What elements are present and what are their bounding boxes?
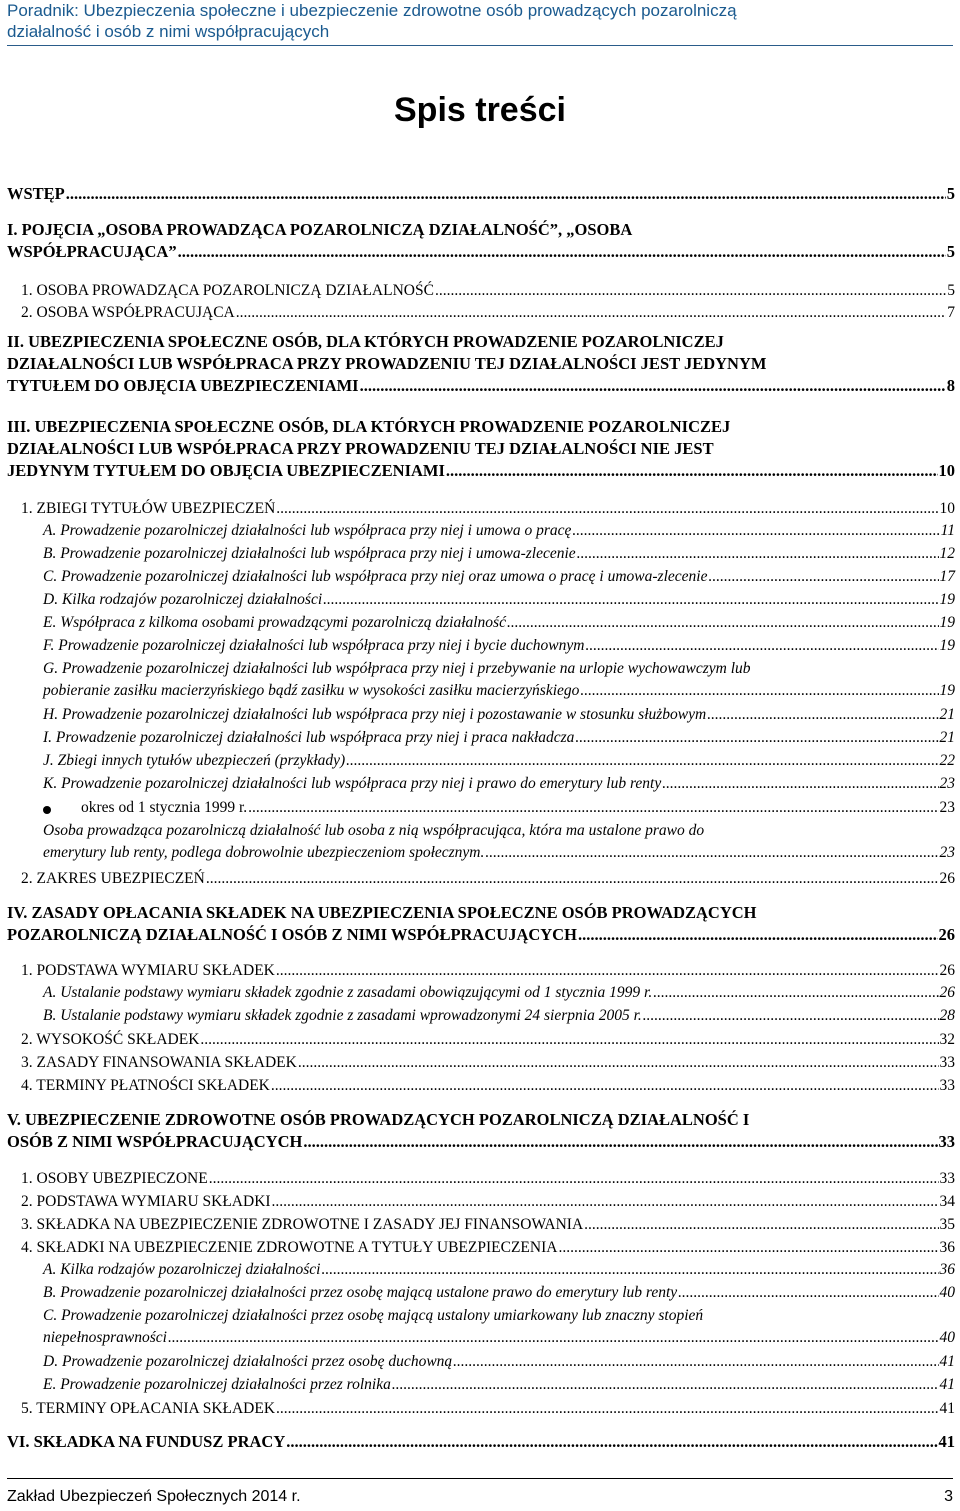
dot-leader [578,924,938,946]
dot-leader [298,1051,939,1074]
toc-entry-text: D. Kilka rodzajów pozarolniczej działalności [43,591,323,608]
footer-publisher: Zakład Ubezpieczeń Społecznych 2014 r. [7,1488,301,1505]
toc-page-number: 32 [939,1031,955,1048]
dot-leader [248,797,938,819]
toc-page-number: 21 [939,706,955,723]
toc-entry[interactable] [7,1236,955,1259]
dot-leader [209,1167,939,1190]
toc-entry-text: B. Prowadzenie pozarolniczej działalności przez osobę mającą ustalone prawo do emerytury lub renty [43,1284,678,1301]
toc-entry-text: IV. ZASADY OPŁACANIA SKŁADEK NA UBEZPIECZENIA SPOŁECZNE OSÓB PROWADZĄCYCH [7,903,757,922]
toc-entry-text: VI. SKŁADKA NA FUNDUSZ PRACY [7,1432,286,1451]
dot-leader [206,867,939,890]
dot-leader [653,982,938,1004]
toc-entry-text: K. Prowadzenie pozarolniczej działalności lub współpraca przy niej i prawo do emerytury lub renty [43,775,662,792]
toc-entry-text: WSPÓŁPRACUJĄCA” [7,242,177,261]
toc-entry-text: niepełnosprawności [43,1329,167,1346]
dot-leader [272,1190,939,1213]
toc-page-number: 36 [939,1261,955,1278]
toc-entry[interactable] [7,773,955,795]
toc-entry[interactable] [7,566,955,588]
dot-leader [276,1397,938,1420]
dot-leader [577,543,939,565]
toc-entry-text: III. UBEZPIECZENIA SPOŁECZNE OSÓB, DLA KTÓRYCH PROWADZENIE POZAROLNICZEJ [7,417,731,436]
toc-page-number: 12 [939,545,955,562]
dot-leader [575,727,938,749]
toc-page-number: 11 [940,522,955,539]
toc-page-number: 33 [939,1054,955,1071]
toc-entry[interactable] [7,1282,955,1304]
toc-entry-text: WSTĘP [7,184,65,203]
dot-leader [286,1431,937,1453]
toc-entry[interactable] [7,797,955,819]
toc-entry[interactable] [7,219,955,263]
toc-entry-text: 2. WYSOKOŚĆ SKŁADEK [21,1031,200,1048]
toc-entry-text: 2. OSOBA WSPÓŁPRACUJĄCA [21,304,235,321]
toc-entry-text: JEDYNYM TYTUŁEM DO OBJĘCIA UBEZPIECZENIAMI [7,461,445,480]
document-footer [7,1487,953,1507]
toc-page-number: 33 [939,1170,955,1187]
toc-entry-text: H. Prowadzenie pozarolniczej działalności lub współpraca przy niej i pozostawanie w stosunku służbowym [43,706,707,723]
toc-entry-text: V. UBEZPIECZENIE ZDROWOTNE OSÓB PROWADZĄCYCH POZAROLNICZĄ DZIAŁALNOŚĆ I [7,1110,750,1129]
toc-entry-text: A. Prowadzenie pozarolniczej działalności lub współpraca przy niej i umowa o pracę [43,522,572,539]
toc-page-number: 10 [938,461,955,480]
toc-entry[interactable] [7,1397,955,1420]
toc-entry[interactable] [7,331,955,397]
toc-entry-text: 1. OSOBA PROWADZĄCA POZAROLNICZĄ DZIAŁALNOŚĆ [21,282,434,299]
toc-entry-text: okres od 1 stycznia 1999 r. [81,799,248,816]
dot-leader [708,566,938,588]
toc-entry[interactable] [7,658,955,702]
dot-leader [453,1351,938,1373]
toc-entry[interactable] [7,612,955,634]
toc-entry-text: A. Kilka rodzajów pozarolniczej działalności [43,1261,321,1278]
toc-entry[interactable] [7,1167,955,1190]
toc-entry-text: F. Prowadzenie pozarolniczej działalności lub współpraca przy niej i bycie duchownym [43,637,585,654]
dot-leader [678,1282,938,1304]
footer-divider [7,1478,953,1479]
toc-entry-text: B. Ustalanie podstawy wymiaru składek zgodnie z zasadami wprowadzonymi 24 sierpnia 2005 r. [43,1007,642,1024]
toc-entry-text: C. Prowadzenie pozarolniczej działalności przez osobę mającą ustalony umiarkowany lub znaczny stopień [43,1307,704,1324]
toc-page-number: 41 [939,1353,955,1370]
toc-page-number: 19 [939,637,955,654]
toc-entry[interactable] [7,589,955,611]
toc-page-number: 36 [939,1239,955,1256]
dot-leader [236,301,946,324]
toc-entry-text: pobieranie zasiłku macierzyńskiego bądź zasiłku w wysokości zasiłku macierzyńskiego [43,682,580,699]
toc-page-number: 17 [939,568,955,585]
toc-entry[interactable] [7,520,955,542]
toc-entry[interactable] [7,1051,955,1074]
toc-page-number: 7 [947,304,955,321]
toc-page-number: 41 [939,1376,955,1393]
toc-page-number: 35 [939,1216,955,1233]
dot-leader [392,1374,939,1396]
toc-page-number: 21 [939,729,955,746]
toc-entry-text: C. Prowadzenie pozarolniczej działalności lub współpraca przy niej oraz umowa o pracę i umowa-zlecenie [43,568,708,585]
dot-leader [200,1028,938,1051]
dot-leader [580,680,938,702]
dot-leader [360,375,946,397]
toc-page-number: 41 [938,1432,955,1451]
dot-leader [585,635,938,657]
toc-entry[interactable] [7,301,955,324]
header-line-2: działalność i osób z nimi współpracujących [7,22,330,41]
toc-page-number: 23 [939,799,955,816]
dot-leader [643,1005,939,1027]
dot-leader [168,1327,939,1349]
dot-leader [303,1131,937,1153]
page-number: 3 [944,1488,953,1505]
toc-entry-text: DZIAŁALNOŚCI LUB WSPÓŁPRACA PRZY PROWADZENIU TEJ DZIAŁALNOŚCI JEST JEDYNYM [7,354,767,373]
toc-entry-text: D. Prowadzenie pozarolniczej działalności przez osobę duchowną [43,1353,453,1370]
toc-page-number: 8 [946,376,955,395]
toc-page-number: 5 [946,184,955,203]
toc-entry[interactable] [7,1351,955,1373]
toc-entry[interactable] [7,1305,955,1349]
toc-entry[interactable] [7,497,955,520]
dot-leader [446,460,938,482]
toc-entry[interactable] [7,183,955,205]
header-line-1: Poradnik: Ubezpieczenia społeczne i ubezpieczenie zdrowotne osób prowadzących pozarolniczą [7,1,737,20]
toc-entry[interactable] [7,1431,955,1453]
toc-page-number: 26 [939,962,955,979]
dot-leader [321,1259,938,1281]
toc-entry-text: 5. TERMINY OPŁACANIA SKŁADEK [21,1400,276,1417]
header-divider [7,45,953,46]
toc-page-number: 26 [938,925,955,944]
dot-leader [662,773,938,795]
toc-entry-text: 1. OSOBY UBEZPIECZONE [21,1170,208,1187]
toc-entry-text: OSÓB Z NIMI WSPÓŁPRACUJĄCYCH [7,1132,303,1151]
toc-entry-text: 2. PODSTAWA WYMIARU SKŁADKI [21,1193,271,1210]
toc-page-number: 34 [939,1193,955,1210]
toc-entry[interactable] [7,959,955,982]
toc-page-number: 33 [938,1132,955,1151]
toc-entry-text: B. Prowadzenie pozarolniczej działalności lub współpraca przy niej i umowa-zlecenie [43,545,576,562]
dot-leader [507,612,939,634]
toc-entry[interactable] [7,1259,955,1281]
toc-page-number: 5 [946,242,955,261]
toc-entry-text: 2. ZAKRES UBEZPIECZEŃ [21,870,205,887]
dot-leader [572,520,939,542]
toc-page-number: 19 [939,614,955,631]
toc-entry-text: I. Prowadzenie pozarolniczej działalności lub współpraca przy niej i praca nakładcza [43,729,575,746]
toc-page-number: 10 [939,500,955,517]
toc-entry[interactable] [7,750,955,772]
toc-entry[interactable] [7,982,955,1004]
dot-leader [435,279,946,302]
dot-leader [271,1074,939,1097]
toc-entry[interactable] [7,1028,955,1051]
toc-page-number: 19 [939,682,955,699]
dot-leader [276,497,938,520]
toc-entry-text: POZAROLNICZĄ DZIAŁALNOŚĆ I OSÓB Z NIMI WSPÓŁPRACUJĄCYCH [7,925,577,944]
toc-page-number: 23 [939,844,955,861]
toc-entry-text: II. UBEZPIECZENIA SPOŁECZNE OSÓB, DLA KTÓRYCH PROWADZENIE POZAROLNICZEJ [7,332,724,351]
toc-page-number: 19 [939,591,955,608]
toc-entry[interactable] [7,416,955,482]
toc-entry-text: 1. ZBIEGI TYTUŁÓW UBEZPIECZEŃ [21,500,276,517]
dot-leader [66,183,946,205]
toc-entry[interactable] [7,727,955,749]
toc-entry[interactable] [7,543,955,565]
toc-entry-text: 4. SKŁADKI NA UBEZPIECZENIE ZDROWOTNE A TYTUŁY UBEZPIECZENIA [21,1239,558,1256]
toc-entry-text: G. Prowadzenie pozarolniczej działalności lub współpraca przy niej i przebywanie na urlopie wychowawczym lub [43,660,751,677]
toc-entry-text: E. Współpraca z kilkoma osobami prowadzącymi pozarolniczą działalność [43,614,506,631]
toc-entry[interactable] [7,704,955,726]
dot-leader [584,1213,938,1236]
toc-page-number: 28 [939,1007,955,1024]
toc-entry-text: J. Zbiegi innych tytułów ubezpieczeń (przykłady) [43,752,346,769]
dot-leader [178,241,946,263]
dot-leader [485,842,938,864]
toc-entry-text: DZIAŁALNOŚCI LUB WSPÓŁPRACA PRZY PROWADZENIU TEJ DZIAŁALNOŚCI NIE JEST [7,439,714,458]
dot-leader [323,589,938,611]
toc-entry-text: A. Ustalanie podstawy wymiaru składek zgodnie z zasadami obowiązującymi od 1 stycznia 1999 r. [43,984,653,1001]
toc-entry-text: I. POJĘCIA „OSOBA PROWADZĄCA POZAROLNICZĄ DZIAŁALNOŚĆ”, „OSOBA [7,220,633,239]
toc-page-number: 26 [939,870,955,887]
toc-entry-text: E. Prowadzenie pozarolniczej działalności przez rolnika [43,1376,391,1393]
toc-page-number: 26 [939,984,955,1001]
toc-entry[interactable] [7,635,955,657]
toc-entry[interactable] [7,820,955,864]
dot-leader [346,750,938,772]
bullet-icon [43,806,51,814]
toc-page-number: 40 [939,1284,955,1301]
toc-entry-text: 1. PODSTAWA WYMIARU SKŁADEK [21,962,275,979]
toc-page-number: 5 [947,282,955,299]
toc-entry-text: TYTUŁEM DO OBJĘCIA UBEZPIECZENIAMI [7,376,359,395]
toc-page-number: 33 [939,1077,955,1094]
toc-page-number: 23 [939,775,955,792]
toc-entry-text: 3. SKŁADKA NA UBEZPIECZENIE ZDROWOTNE I ZASADY JEJ FINANSOWANIA [21,1216,584,1233]
toc-entry[interactable] [7,1374,955,1396]
dot-leader [558,1236,938,1259]
toc-page-number: 22 [939,752,955,769]
toc-entry[interactable] [7,1074,955,1097]
toc-entry[interactable] [7,1005,955,1027]
toc-entry[interactable] [7,1109,955,1153]
toc-entry-text: 3. ZASADY FINANSOWANIA SKŁADEK [21,1054,297,1071]
toc-page-number: 40 [939,1329,955,1346]
toc-entry[interactable] [7,279,955,302]
toc-entry[interactable] [7,1213,955,1236]
dot-leader [276,959,939,982]
toc-entry[interactable] [7,902,955,946]
page-title: Spis treści [394,91,566,129]
toc-entry-text: Osoba prowadząca pozarolniczą działalność lub osoba z nią współpracująca, która ma ustalone prawo do [43,822,705,839]
toc-page-number: 41 [939,1400,955,1417]
document-header [7,0,953,42]
toc-entry-text: 4. TERMINY PŁATNOŚCI SKŁADEK [21,1077,270,1094]
toc-entry[interactable] [7,867,955,890]
toc-entry[interactable] [7,1190,955,1213]
dot-leader [707,704,938,726]
toc-entry-text: emerytury lub renty, podlega dobrowolnie ubezpieczeniom społecznym. [43,844,485,861]
